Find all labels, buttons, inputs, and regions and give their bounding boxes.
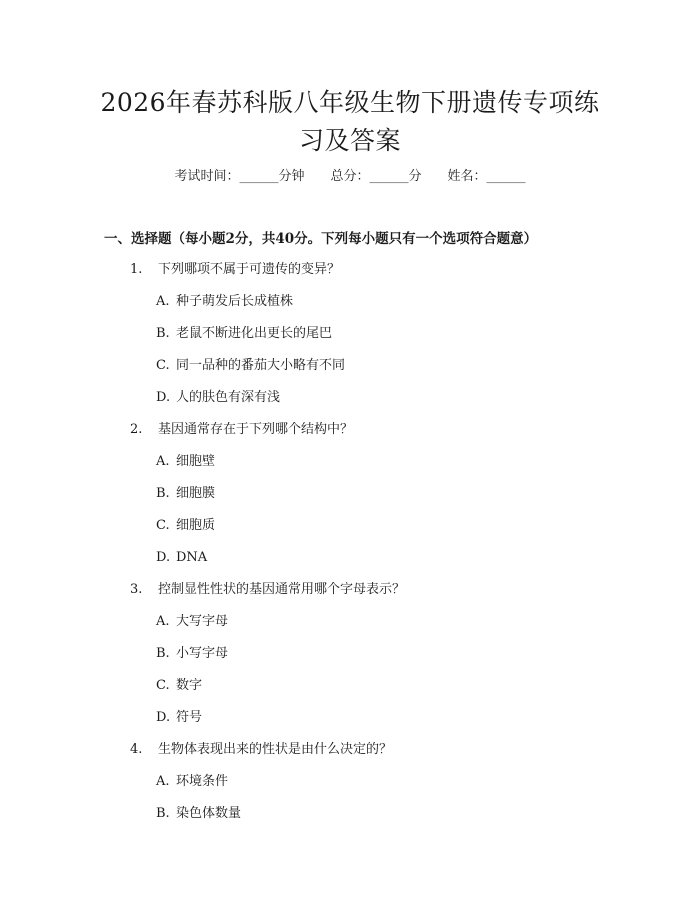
option-text: 染色体数量 bbox=[176, 806, 242, 821]
option-text: 细胞膜 bbox=[176, 486, 216, 501]
option-item bbox=[156, 805, 241, 823]
question-text: 下列哪项不属于可遗传的变异？ bbox=[158, 262, 341, 277]
option-letter: A. bbox=[156, 454, 170, 469]
question-number: 3. bbox=[130, 582, 143, 597]
question-text: 基因通常存在于下列哪个结构中？ bbox=[158, 422, 354, 437]
option-letter: C. bbox=[156, 358, 170, 373]
option-item bbox=[156, 453, 215, 471]
option-item bbox=[156, 709, 202, 727]
option-text: 小写字母 bbox=[176, 646, 229, 661]
question-item bbox=[130, 261, 340, 279]
option-letter: B. bbox=[156, 326, 170, 341]
option-letter: A. bbox=[156, 774, 170, 789]
question-number: 2. bbox=[130, 422, 143, 437]
option-item bbox=[156, 645, 228, 663]
option-item bbox=[156, 485, 215, 503]
option-text: 环境条件 bbox=[176, 774, 229, 789]
option-item bbox=[156, 517, 215, 535]
option-letter: A. bbox=[156, 294, 170, 309]
option-letter: B. bbox=[156, 806, 170, 821]
option-letter: A. bbox=[156, 614, 170, 629]
option-text: 数字 bbox=[176, 678, 203, 693]
option-item bbox=[156, 613, 228, 631]
option-letter: B. bbox=[156, 486, 170, 501]
option-item bbox=[156, 677, 202, 695]
option-text: 符号 bbox=[176, 710, 203, 725]
option-item bbox=[156, 293, 293, 311]
question-number: 4. bbox=[130, 742, 143, 757]
document-title-line-1: 2026年春苏科版八年级生物下册遗传专项练 bbox=[100, 88, 600, 117]
option-item bbox=[156, 357, 345, 375]
option-text: 细胞质 bbox=[176, 518, 216, 533]
option-letter: D. bbox=[156, 710, 171, 725]
question-item bbox=[130, 581, 405, 599]
section-heading: 一、选择题（每小题2分，共40分。下列每小题只有一个选项符合题意） bbox=[104, 231, 538, 247]
question-number: 1. bbox=[130, 262, 143, 277]
option-text: 老鼠不断进化出更长的尾巴 bbox=[176, 326, 333, 341]
option-letter: C. bbox=[156, 518, 170, 533]
option-text: 人的肤色有深有浅 bbox=[176, 390, 281, 405]
option-letter: D. bbox=[156, 390, 171, 405]
exam-score-field: 总分：______分 bbox=[330, 169, 422, 184]
option-item bbox=[156, 325, 332, 343]
exam-info bbox=[0, 168, 700, 186]
option-item bbox=[156, 773, 228, 791]
option-letter: C. bbox=[156, 678, 170, 693]
option-text: DNA bbox=[176, 550, 208, 565]
question-text: 生物体表现出来的性状是由什么决定的？ bbox=[158, 742, 393, 757]
document-title-line-2: 习及答案 bbox=[298, 126, 401, 155]
option-text: 种子萌发后长成植株 bbox=[176, 294, 294, 309]
option-text: 大写字母 bbox=[176, 614, 229, 629]
option-text: 同一品种的番茄大小略有不同 bbox=[176, 358, 346, 373]
question-text: 控制显性性状的基因通常用哪个字母表示？ bbox=[158, 582, 406, 597]
option-letter: B. bbox=[156, 646, 170, 661]
exam-name-field: 姓名：______ bbox=[447, 169, 526, 184]
option-item bbox=[156, 389, 280, 407]
option-text: 细胞壁 bbox=[176, 454, 216, 469]
question-item bbox=[130, 741, 392, 759]
option-item bbox=[156, 549, 207, 567]
question-item bbox=[130, 421, 353, 439]
option-letter: D. bbox=[156, 550, 171, 565]
exam-time-field: 考试时间：______分钟 bbox=[174, 169, 305, 184]
